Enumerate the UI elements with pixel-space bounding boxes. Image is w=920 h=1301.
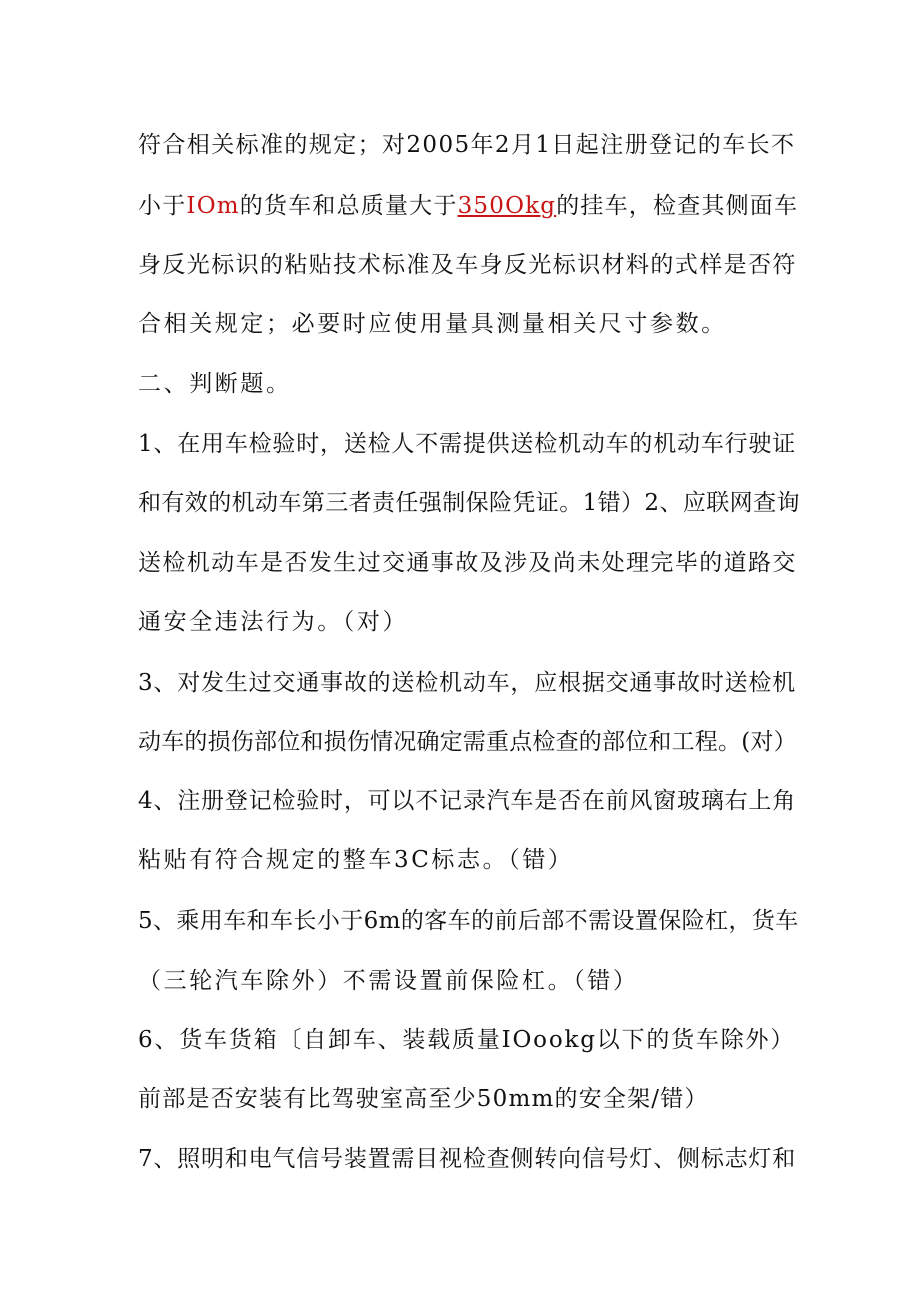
line-7-text: 和有效的机动车第三者责任强制保险凭证。1错）2、应联网查询	[138, 490, 800, 516]
line-8-text: 送检机动车是否发生过交通事故及涉及尚未处理完毕的道路交	[138, 550, 797, 576]
text-line-16	[138, 1025, 795, 1055]
line-4-text: 合相关规定；必要时应使用量具测量相关尺寸参数。	[138, 311, 727, 337]
text-line-6	[138, 429, 796, 459]
line-13-text: 粘贴有符合规定的整车3C标志。（错）	[138, 847, 574, 873]
line-2-text-b: 的货车和总质量大于	[239, 193, 458, 219]
text-line-12	[138, 786, 796, 816]
line-10-text: 3、对发生过交通事故的送检机动车，应根据交通事故时送检机	[138, 670, 797, 696]
line-12-text: 4、注册登记检验时，可以不记录汽车是否在前风窗玻璃右上角	[138, 788, 797, 814]
line-18-text: 7、照明和电气信号装置需目视检查侧转向信号灯、侧标志灯和	[138, 1146, 797, 1172]
text-line-2	[138, 191, 798, 221]
highlight-mass-value: 350Okg	[457, 193, 557, 219]
text-line-17	[138, 1084, 709, 1114]
line-6-text: 1、在用车检验时，送检人不需提供送检机动车的机动车行驶证	[138, 431, 797, 457]
line-17-text: 前部是否安装有比驾驶室高至少50mm的安全架/错）	[138, 1086, 709, 1112]
text-line-4	[138, 309, 727, 339]
text-line-13	[138, 845, 574, 875]
section-heading	[138, 369, 292, 399]
text-line-1	[138, 130, 795, 160]
text-line-3	[138, 250, 797, 280]
line-15-text: （三轮汽车除外）不需设置前保险杠。（错）	[138, 968, 639, 994]
text-line-10	[138, 668, 796, 698]
line-2-text-a: 小于	[138, 193, 187, 219]
text-line-9	[138, 607, 408, 637]
highlight-length-value: IOm	[186, 193, 240, 219]
line-2-text-c: 的挂车，检查其侧面车	[556, 193, 799, 219]
line-16-text: 6、货车货箱〔自卸车、装载质量IOookg以下的货车除外）	[138, 1027, 796, 1053]
text-line-11	[138, 727, 797, 757]
line-3-text: 身反光标识的粘贴技术标准及车身反光标识材料的式样是否符	[138, 252, 797, 278]
text-line-14	[138, 906, 799, 936]
line-14-text: 5、乘用车和车长小于6m的客车的前后部不需设置保险杠，货车	[138, 908, 799, 934]
section-heading-text: 二、判断题。	[138, 371, 292, 397]
text-line-7	[138, 488, 800, 518]
text-line-15	[138, 966, 639, 996]
line-11-text: 动车的损伤部位和损伤情况确定需重点检查的部位和工程。(对）	[138, 729, 797, 755]
line-1-text: 符合相关标准的规定；对2005年2月1日起注册登记的车长不	[138, 132, 796, 158]
text-line-18	[138, 1144, 796, 1174]
line-9-text: 通安全违法行为。（对）	[138, 609, 409, 635]
text-line-8	[138, 548, 797, 578]
